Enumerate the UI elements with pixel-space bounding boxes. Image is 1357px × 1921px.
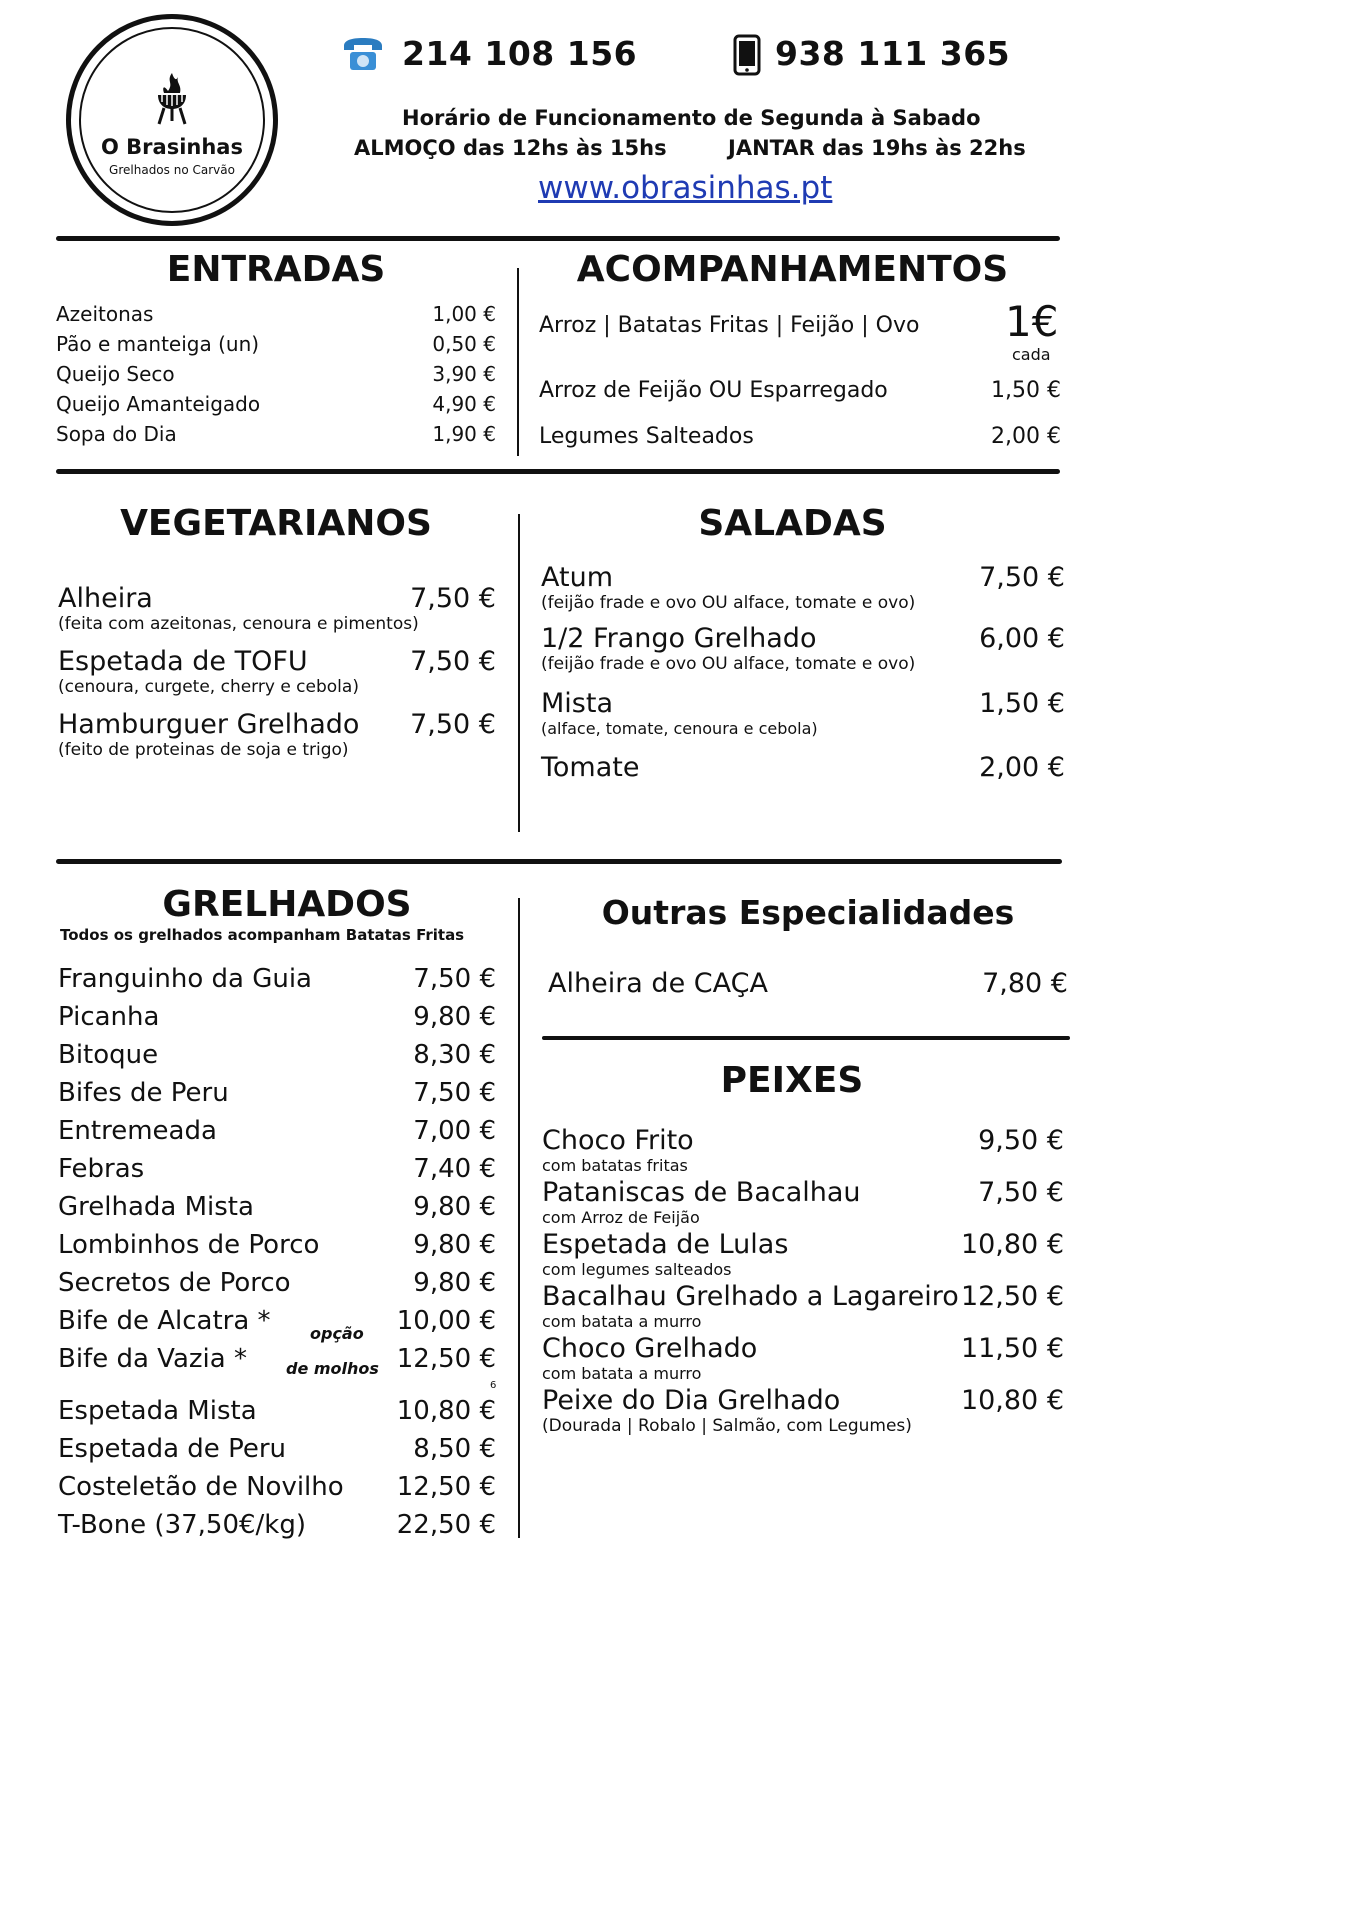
item-price: 12,50 € [396,1344,496,1374]
item-name: T-Bone (37,50€/kg) [58,1510,307,1540]
grill-flame-icon [152,71,192,127]
item-name: Queijo Amanteigado [56,392,261,416]
menu-item [58,1302,496,1340]
item-name: Azeitonas [56,302,154,326]
peixes-title: PEIXES [720,1060,864,1101]
item-name: Choco Frito [542,1125,694,1156]
sauce-option-note-2: de molhos [286,1359,379,1378]
item-name: Espetada de Lulas [542,1229,789,1260]
menu-item [58,1340,496,1378]
saladas-title: SALADAS [698,503,887,544]
item-price: 7,50 € [410,709,496,740]
item-price: 6,00 € [979,623,1065,654]
menu-item [542,1229,1064,1260]
item-description: com batatas fritas [542,1156,688,1175]
item-price: 10,80 € [396,1396,496,1426]
menu-item [539,378,1061,403]
item-price: 7,00 € [413,1116,496,1146]
menu-item [542,1385,1064,1416]
menu-item [58,1036,496,1074]
item-price: 7,50 € [978,1177,1064,1208]
phone-number[interactable]: 214 108 156 [402,34,638,73]
restaurant-logo [66,14,278,226]
menu-item [542,1177,1064,1208]
item-name: Febras [58,1154,145,1184]
item-name: Espetada Mista [58,1396,257,1426]
telephone-icon [342,36,384,72]
item-price: 7,50 € [410,646,496,677]
sides-price: 1€ [1005,297,1059,346]
item-description: com batata a murro [542,1312,702,1331]
item-price: 7,40 € [413,1154,496,1184]
item-price: 7,50 € [410,583,496,614]
acompanhamentos-title: ACOMPANHAMENTOS [576,249,1009,290]
menu-item [542,1125,1064,1156]
entradas-list [56,302,496,452]
item-name: Peixe do Dia Grelhado [542,1385,841,1416]
item-name: Atum [541,562,613,593]
menu-item [56,362,496,392]
item-price: 1,90 € [432,422,496,446]
item-name: Bitoque [58,1040,159,1070]
outras-title: Outras Especialidades [601,893,1015,932]
item-price: 7,50 € [413,964,496,994]
item-price: 12,50 € [960,1281,1064,1312]
menu-item [541,623,1065,654]
item-price: 0,50 € [432,332,496,356]
item-description: com Arroz de Feijão [542,1208,700,1227]
menu-item [542,1281,1064,1312]
item-name: Pão e manteiga (un) [56,332,260,356]
menu-item [58,1392,496,1430]
menu-item [58,646,496,677]
item-price: 9,50 € [978,1125,1064,1156]
item-price: 7,50 € [979,562,1065,593]
item-description: (Dourada | Robalo | Salmão, com Legumes) [542,1416,912,1436]
item-name: Bife de Alcatra * [58,1306,271,1336]
column-divider-2 [518,514,520,832]
item-name: Secretos de Porco [58,1268,291,1298]
item-price: 2,00 € [979,752,1065,783]
item-name: Pataniscas de Bacalhau [542,1177,861,1208]
menu-item [58,1468,496,1506]
item-price: 1,00 € [432,302,496,326]
menu-item [56,392,496,422]
item-price: 12,50 € [396,1472,496,1502]
item-name: Sopa do Dia [56,422,177,446]
dinner-hours: JANTAR das 19hs às 22hs [728,136,1026,160]
column-divider-1 [517,268,519,456]
item-price: 9,80 € [413,1230,496,1260]
item-name: Bifes de Peru [58,1078,229,1108]
item-description: (feita com azeitonas, cenoura e pimentos) [58,614,419,634]
menu-item [58,1074,496,1112]
hours-title: Horário de Funcionamento de Segunda à Sabado [402,106,981,130]
item-price: 1,50 € [979,688,1065,719]
item-name: Bacalhau Grelhado a Lagareiro [542,1281,959,1312]
grelhados-subtitle: Todos os grelhados acompanham Batatas Fritas [60,926,465,944]
item-name: Choco Grelhado [542,1333,758,1364]
website-link[interactable]: www.obrasinhas.pt [538,170,833,206]
sides-line: Arroz | Batatas Fritas | Feijão | Ovo [539,313,920,338]
menu-item [58,583,496,614]
item-price: 9,80 € [413,1268,496,1298]
menu-item [541,562,1065,593]
menu-item [58,1264,496,1302]
sauce-option-note: opção [310,1324,364,1343]
menu-item [548,968,1068,999]
grelhados-list [58,960,496,1544]
menu-item [58,1150,496,1188]
mobile-phone-icon [733,34,761,76]
item-price: 22,50 € [396,1510,496,1540]
item-price: 9,80 € [413,1002,496,1032]
item-price: 8,50 € [413,1434,496,1464]
divider-3 [56,859,1062,864]
divider-2 [56,469,1060,474]
item-name: Queijo Seco [56,362,175,386]
item-description: (alface, tomate, cenoura e cebola) [541,719,818,738]
item-price: 10,80 € [960,1229,1064,1260]
item-name: Arroz de Feijão OU Esparregado [539,378,888,403]
column-divider-3 [518,898,520,1538]
menu-item [58,998,496,1036]
menu-item [542,1333,1064,1364]
menu-item [58,1112,496,1150]
item-price: 7,50 € [413,1078,496,1108]
item-name: 1/2 Frango Grelhado [541,623,817,654]
item-name: Picanha [58,1002,160,1032]
item-name: Mista [541,688,613,719]
menu-item [539,424,1061,449]
grelhados-title: GRELHADOS [162,884,412,925]
footnote-mark: 6 [490,1380,497,1391]
menu-item [56,332,496,362]
item-price: 2,00 € [991,424,1061,449]
item-price: 3,90 € [432,362,496,386]
item-name: Espetada de TOFU [58,646,308,677]
item-name: Lombinhos de Porco [58,1230,320,1260]
menu-item [541,688,1065,719]
vegetarianos-list [58,583,496,760]
item-name: Bife da Vazia * [58,1344,247,1374]
divider-peixes [542,1036,1070,1040]
item-name: Alheira de CAÇA [548,968,768,999]
menu-item [58,1226,496,1264]
item-description: (feijão frade e ovo OU alface, tomate e ovo) [541,654,916,674]
item-price: 7,80 € [982,968,1068,999]
menu-item [56,302,496,332]
saladas-list [541,562,1065,783]
logo-name: O Brasinhas [101,135,243,159]
item-price: 1,50 € [991,378,1061,403]
lunch-hours: ALMOÇO das 12hs às 15hs [354,136,667,160]
item-description: (feijão frade e ovo OU alface, tomate e ovo) [541,593,916,613]
peixes-list [542,1125,1064,1436]
sides-unit: cada [1012,345,1051,364]
vegetarianos-title: VEGETARIANOS [120,503,432,544]
item-name: Hamburguer Grelhado [58,709,360,740]
item-description: com legumes salteados [542,1260,732,1279]
menu-item [58,709,496,740]
item-name: Franguinho da Guia [58,964,312,994]
item-name: Tomate [541,752,640,783]
item-name: Alheira [58,583,153,614]
item-price: 10,00 € [396,1306,496,1336]
item-price: 11,50 € [960,1333,1064,1364]
menu-item [58,1506,496,1544]
menu-item [58,960,496,998]
item-name: Espetada de Peru [58,1434,286,1464]
item-name: Legumes Salteados [539,424,754,449]
item-price: 9,80 € [413,1192,496,1222]
menu-item [58,1430,496,1468]
item-name: Costeletão de Novilho [58,1472,344,1502]
mobile-number[interactable]: 938 111 365 [775,34,1011,73]
item-price: 4,90 € [432,392,496,416]
item-description: com batata a murro [542,1364,702,1383]
item-name: Entremeada [58,1116,217,1146]
menu-item [56,422,496,452]
entradas-title: ENTRADAS [166,249,386,290]
item-price: 8,30 € [413,1040,496,1070]
menu-item [541,752,1065,783]
item-price: 10,80 € [960,1385,1064,1416]
divider-top [56,236,1060,241]
item-name: Grelhada Mista [58,1192,254,1222]
item-description: (cenoura, curgete, cherry e cebola) [58,677,359,697]
item-description: (feito de proteinas de soja e trigo) [58,740,349,760]
menu-item [58,1188,496,1226]
logo-tagline: Grelhados no Carvão [109,163,235,177]
